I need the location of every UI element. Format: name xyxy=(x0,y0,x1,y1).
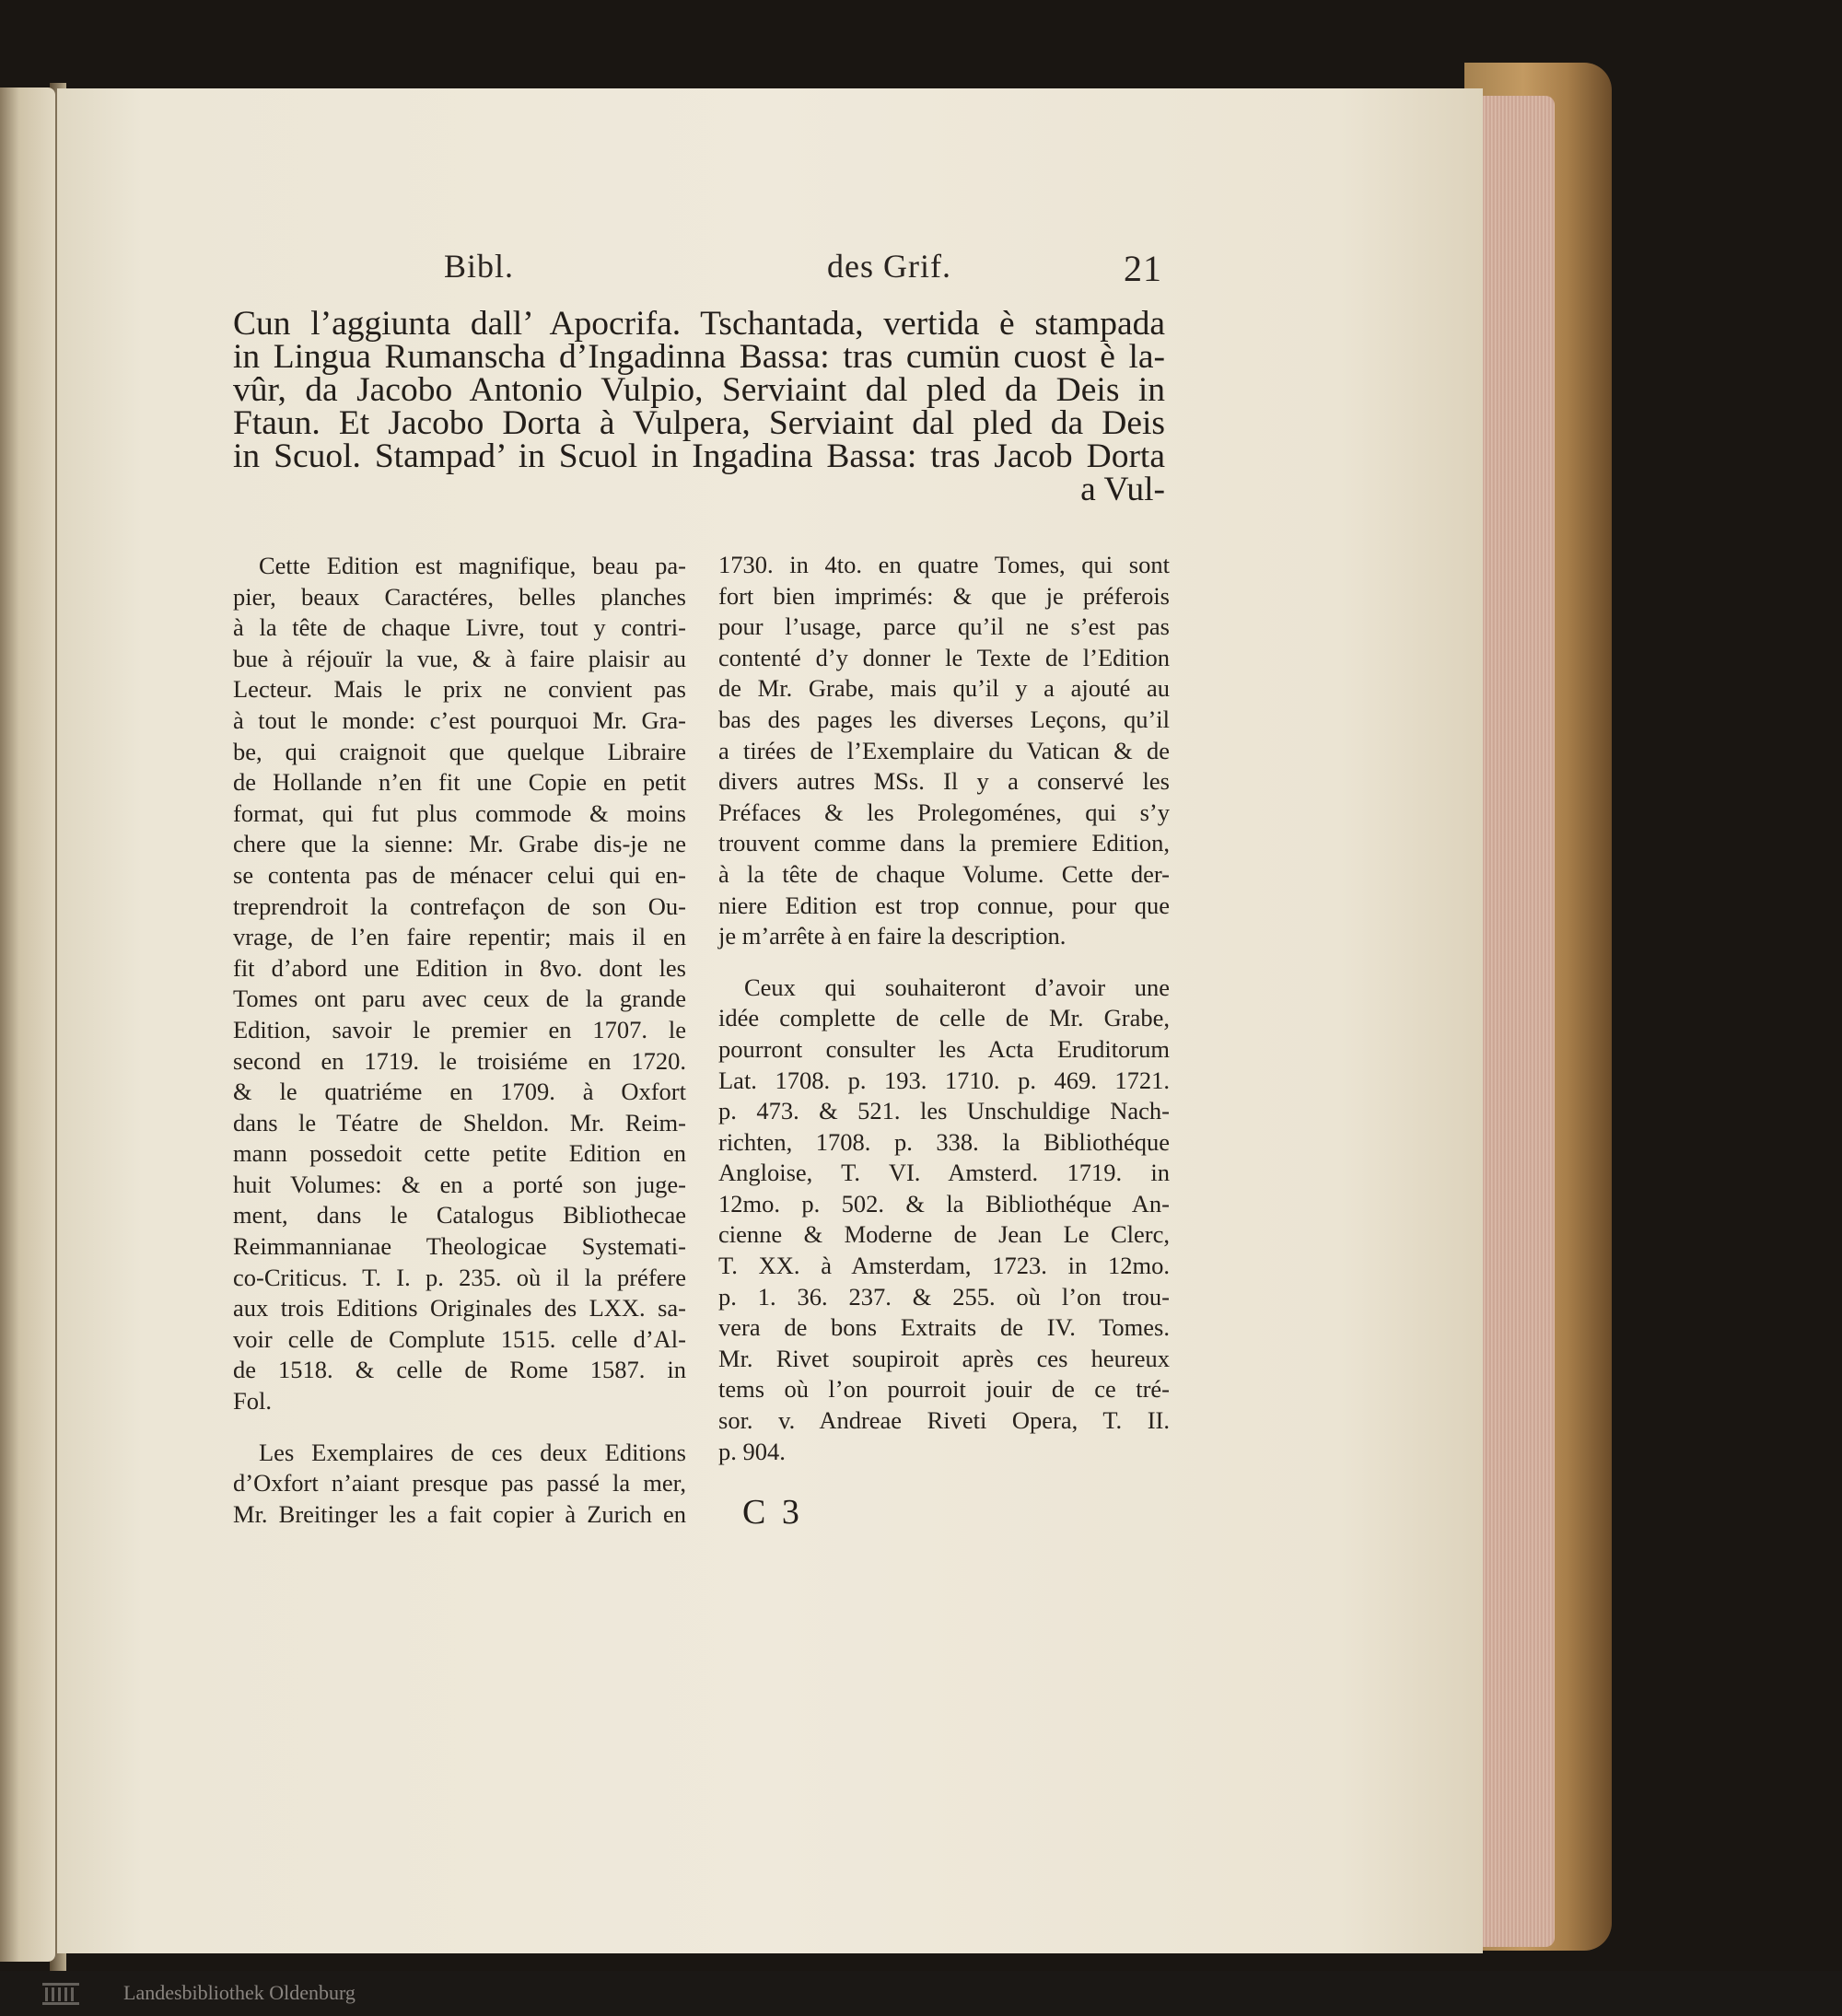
text-line: p. 904. xyxy=(718,1437,786,1465)
text-line: cienne & Moderne de Jean Le Clerc, xyxy=(718,1220,1170,1249)
paragraph-gap xyxy=(718,952,1170,973)
text-line: Lecteur. Mais le prix ne convient pas xyxy=(233,675,686,704)
text-line: ment, dans le Catalogus Bibliothecae xyxy=(233,1201,686,1229)
text-line: à la tête de chaque Livre, tout y contri- xyxy=(233,613,686,642)
text-line: de 1518. & celle de Rome 1587. in xyxy=(233,1356,686,1384)
title-line: in Lingua Rumanscha d’Ingadinna Bassa: tras cumün cuost è la- xyxy=(233,338,1165,376)
text-line: tems où l’on pourroit jouir de ce tré- xyxy=(718,1375,1170,1404)
left-column xyxy=(233,551,686,1530)
text-line: format, qui fut plus commode & moins xyxy=(233,798,686,827)
text-line: Ceux qui souhaiteront d’avoir une xyxy=(744,973,1170,1001)
text-line: & le quatriéme en 1709. à Oxfort xyxy=(233,1078,686,1106)
text-line: vera de bons Extraits de IV. Tomes. xyxy=(718,1313,1170,1342)
text-line: a tirées de l’Exemplaire du Vatican & de xyxy=(718,736,1170,764)
running-head-center: des Grif. xyxy=(827,248,951,285)
title-line: vûr, da Jacobo Antonio Vulpio, Serviaint dal pled da Deis in xyxy=(233,371,1165,409)
text-line: trouvent comme dans la premiere Edition, xyxy=(718,829,1170,857)
text-line: Reimmannianae Theologicae Systemati- xyxy=(233,1232,686,1261)
text-line: be, qui craignoit que quelque Libraire xyxy=(233,737,686,765)
text-line: je m’arrête à en faire la description. xyxy=(718,922,1067,950)
text-line: mann possedoit cette petite Edition en xyxy=(233,1139,686,1168)
text-line: fort bien imprimés: & que je préferois xyxy=(718,581,1170,610)
text-line: voir celle de Complute 1515. celle d’Al- xyxy=(233,1324,686,1353)
text-line: bue à réjouïr la vue, & à faire plaisir au xyxy=(233,644,686,672)
text-line: Angloise, T. VI. Amsterd. 1719. in xyxy=(718,1159,1170,1187)
signature-mark: C 3 xyxy=(742,1493,803,1532)
text-line: de Mr. Grabe, mais qu’il y a ajouté au xyxy=(718,674,1170,703)
text-line: vrage, de l’en faire repentir; mais il en xyxy=(233,923,686,951)
text-line: Préfaces & les Prolegoménes, qui s’y xyxy=(718,798,1170,826)
text-line: huit Volumes: & en a porté son juge- xyxy=(233,1170,686,1198)
text-line: à la tête de chaque Volume. Cette der- xyxy=(718,859,1170,888)
text-line: treprendroit la contrefaçon de son Ou- xyxy=(233,891,686,920)
footer-institution-label[interactable]: Landesbibliothek Oldenburg xyxy=(123,1981,356,2004)
text-line: Mr. Rivet soupiroit après ces heureux xyxy=(718,1344,1170,1372)
text-line: Edition, savoir le premier en 1707. le xyxy=(233,1015,686,1043)
text-line: richten, 1708. p. 338. la Bibliothéque xyxy=(718,1127,1170,1156)
text-line: Les Exemplaires de ces deux Editions xyxy=(259,1438,686,1466)
bible-title-block xyxy=(233,305,1165,508)
text-line: 1730. in 4to. en quatre Tomes, qui sont xyxy=(718,551,1170,578)
text-line: second en 1719. le troisiéme en 1720. xyxy=(233,1046,686,1075)
running-head-left: Bibl. xyxy=(444,248,515,285)
text-line: bas des pages les diverses Leçons, qu’il xyxy=(718,705,1170,733)
title-line: Cun l’aggiunta dall’ Apocrifa. Tschantada, vertida è stampada xyxy=(233,305,1165,343)
text-line: Fol. xyxy=(233,1387,272,1416)
text-line: 12mo. p. 502. & la Bibliothéque An- xyxy=(718,1189,1170,1218)
text-line: idée complette de celle de Mr. Grabe, xyxy=(718,1004,1170,1032)
paragraph-gap xyxy=(233,1417,686,1438)
title-line: Ftaun. Et Jacobo Dorta à Vulpera, Serviaint dal pled da Deis xyxy=(233,404,1165,442)
text-line: Cette Edition est magnifique, beau pa- xyxy=(259,552,686,579)
text-line: p. 473. & 521. les Unschuldige Nach- xyxy=(718,1097,1170,1125)
text-line: aux trois Editions Originales des LXX. sa- xyxy=(233,1294,686,1323)
page-number: 21 xyxy=(1124,248,1162,289)
right-column xyxy=(718,550,1170,1467)
text-line: fit d’abord une Edition in 8vo. dont les xyxy=(233,953,686,982)
left-page-edge xyxy=(0,87,55,1962)
title-line-catchword: a Vul- xyxy=(1080,471,1165,508)
text-line: de Hollande n’en fit une Copie en petit xyxy=(233,768,686,797)
text-line: Mr. Breitinger les a fait copier à Zurich en xyxy=(233,1499,686,1528)
text-line: Lat. 1708. p. 193. 1710. p. 469. 1721. xyxy=(718,1066,1170,1094)
text-line: se contenta pas de ménacer celui qui en- xyxy=(233,860,686,889)
text-line: p. 1. 36. 237. & 255. où l’on trou- xyxy=(718,1282,1170,1311)
text-line: pier, beaux Caractéres, belles planches xyxy=(233,582,686,611)
text-line: à tout le monde: c’est pourquoi Mr. Gra- xyxy=(233,705,686,734)
text-line: Tomes ont paru avec ceux de la grande xyxy=(233,985,686,1013)
text-line: pourront consulter les Acta Eruditorum xyxy=(718,1034,1170,1063)
text-line: T. XX. à Amsterdam, 1723. in 12mo. xyxy=(718,1252,1170,1280)
text-line: divers autres MSs. Il y a conservé les xyxy=(718,767,1170,796)
library-building-icon xyxy=(41,1979,81,2007)
text-line: niere Edition est trop connue, pour que xyxy=(718,891,1170,919)
page-fore-edge xyxy=(1474,96,1555,1947)
text-line: chere que la sienne: Mr. Grabe dis-je ne xyxy=(233,830,686,858)
text-line: dans le Téatre de Sheldon. Mr. Reim- xyxy=(233,1108,686,1136)
text-line: contenté d’y donner le Texte de l’Edition xyxy=(718,643,1170,671)
text-line: pour l’usage, parce qu’il ne s’est pas xyxy=(718,612,1170,641)
text-line: co-Criticus. T. I. p. 235. où il la préfere xyxy=(233,1263,686,1291)
title-line: in Scuol. Stampad’ in Scuol in Ingadina Bassa: tras Jacob Dorta xyxy=(233,437,1165,475)
text-line: d’Oxfort n’aiant presque pas passé la mer, xyxy=(233,1469,686,1497)
text-line: sor. v. Andreae Riveti Opera, T. II. xyxy=(718,1406,1170,1435)
